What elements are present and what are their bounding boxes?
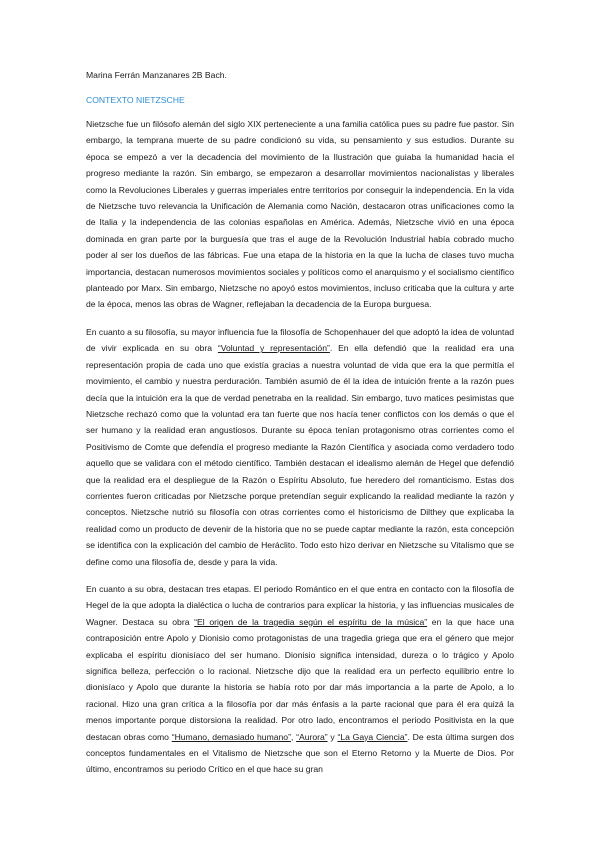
paragraph-text: . En ella defendió que la realidad era una representación propia de cada uno que existía gracias a nuestra voluntad de vida que era la que permitía el movimiento, el cambio y nuestra perduración. También asumió de él la idea de intuición frente a la razón pues decía que la intuición era la que de verdad penetraba en la realidad. Sin embargo, tuvo matices pesimistas que Nietzsche rechazó como que la voluntad era tan fuerte que nos hacía tener conflictos con los demás o que el ser humano y la realidad eran angustiosos. Durante su época tenían protagonismo otras corrientes como el Positivismo de Comte que defendía el progreso mediante la Razón Científica y asociada como verdadero todo aquello que se validara con el método científico. También destacan el idealismo alemán de Hegel que defendió que la realidad era el despliegue de la Razón o Espíritu Absoluto, fue heredero del romanticismo. Estas dos corrientes fueron criticadas por Nietzsche porque pretendían seguir explicando la realidad mediante la razón y conceptos. Nietzsche nutrió su filosofía con otras corrientes como el historicismo de Dilthey que explicaba la realidad como un producto de devenir de la historia que no se puede captar mediante la razón, esta concepción se identifica con la explicación del cambio de Heráclito. Todo esto hizo derivar en Nietzsche su Vitalismo que se define como una filosofía de, desde y para la vida.: [86, 343, 515, 567]
paragraph-philosophy: [86, 324, 514, 570]
author-line: Marina Ferrán Manzanares 2B Bach.: [86, 70, 227, 80]
section-heading: CONTEXTO NIETZSCHE: [86, 95, 185, 105]
work-title-humano: “Humano, demasiado humano”: [171, 731, 291, 742]
paragraph-context: Nietzsche fue un filósofo alemán del siglo XIX perteneciente a una familia católica pues su padre fue pastor. Sin embargo, la temprana muerte de su padre condicionó su vida, su pensamiento y sus estudios. Durante su época se empezó a ver la decadencia del movimiento de la Ilustración que guiaba la humanidad hacia el progreso mediante la razón. Sin embargo, se empezaron a desarrollar movimientos nacionalistas y liberales como la Revoluciones Liberales y guerras imperiales entre territorios por conseguir la independencia. En la vida de Nietzsche tuvo relevancia la Unificación de Alemania como Nación, destacaron otras unificaciones como la de Italia y la independencia de las colonias españolas en América. Además, Nietzsche vivió en una época dominada en gran parte por la burguesía que tras el auge de la Revolución Industrial había cobrado mucho poder al ser los dueños de las fábricas. Fue una etapa de la historia en la que la lucha de clases tuvo mucha importancia, destacan numerosos movimientos sociales y políticos como el anarquismo y el socialismo científico planteado por Marx. Sin embargo, Nietzsche no apoyó estos movimientos, incluso criticaba que la cultura y arte de la época, menos las obras de Wagner, reflejaban la decadencia de la Europa burguesa.: [86, 119, 514, 310]
work-title-aurora: “Aurora”: [296, 731, 328, 742]
paragraph-text: En cuanto a su obra, destacan tres etapas. El periodo Romántico en el que entra en contacto con la filosofía de Hegel de la que adopta la dialéctica o lucha de contrarios para explicar la historia, y las influencias musicales de Wagner. Destaca su obra: [86, 583, 514, 627]
paragraph-text: . De esta última surgen dos conceptos fundamentales en el Vitalismo de Nietzsche que son el Eterno Retorno y la Muerte de Dios. Por último, encontramos su periodo Crítico en el que hace su gran: [86, 731, 515, 775]
document-body: [86, 70, 514, 789]
paragraph-text: y: [327, 731, 338, 742]
paragraph-text: ,: [290, 731, 297, 742]
paragraph-text: en la que hace una contraposición entre Apolo y Dionisio como protagonistas de una tragedia griega que era el género que mejor explicaba el espíritu dionisíaco del ser humano. Dionisio significa intensidad, dureza o lo trágico y Apolo significa belleza, perfección o lo racional. Nietzsche dijo que la realidad era un perfecto equilibrio entre lo dionisíaco y Apolo que durante la historia se había roto por dar más importancia a la parte de Apolo, a lo racional. Hizo una gran crítica a la filosofía por dar más énfasis a la parte racional que para él era quizá la menos importante porque distorsiona la realidad. Por otro lado, encontramos el periodo Positivista en la que destacan obras como: [86, 616, 515, 742]
work-title-gaya-ciencia: “La Gaya Ciencia”: [337, 731, 408, 742]
work-title-voluntad: “Voluntad y representación”: [217, 343, 330, 354]
work-title-tragedia: “El origen de la tragedia según el espíritu de la música”: [194, 616, 428, 627]
paragraph-text: En cuanto a su filosofía, su mayor influencia fue la filosofía de Schopenhauer del que adoptó la idea de voluntad de vivir explicada en su obra: [86, 326, 514, 354]
paragraph-works: [86, 581, 514, 778]
